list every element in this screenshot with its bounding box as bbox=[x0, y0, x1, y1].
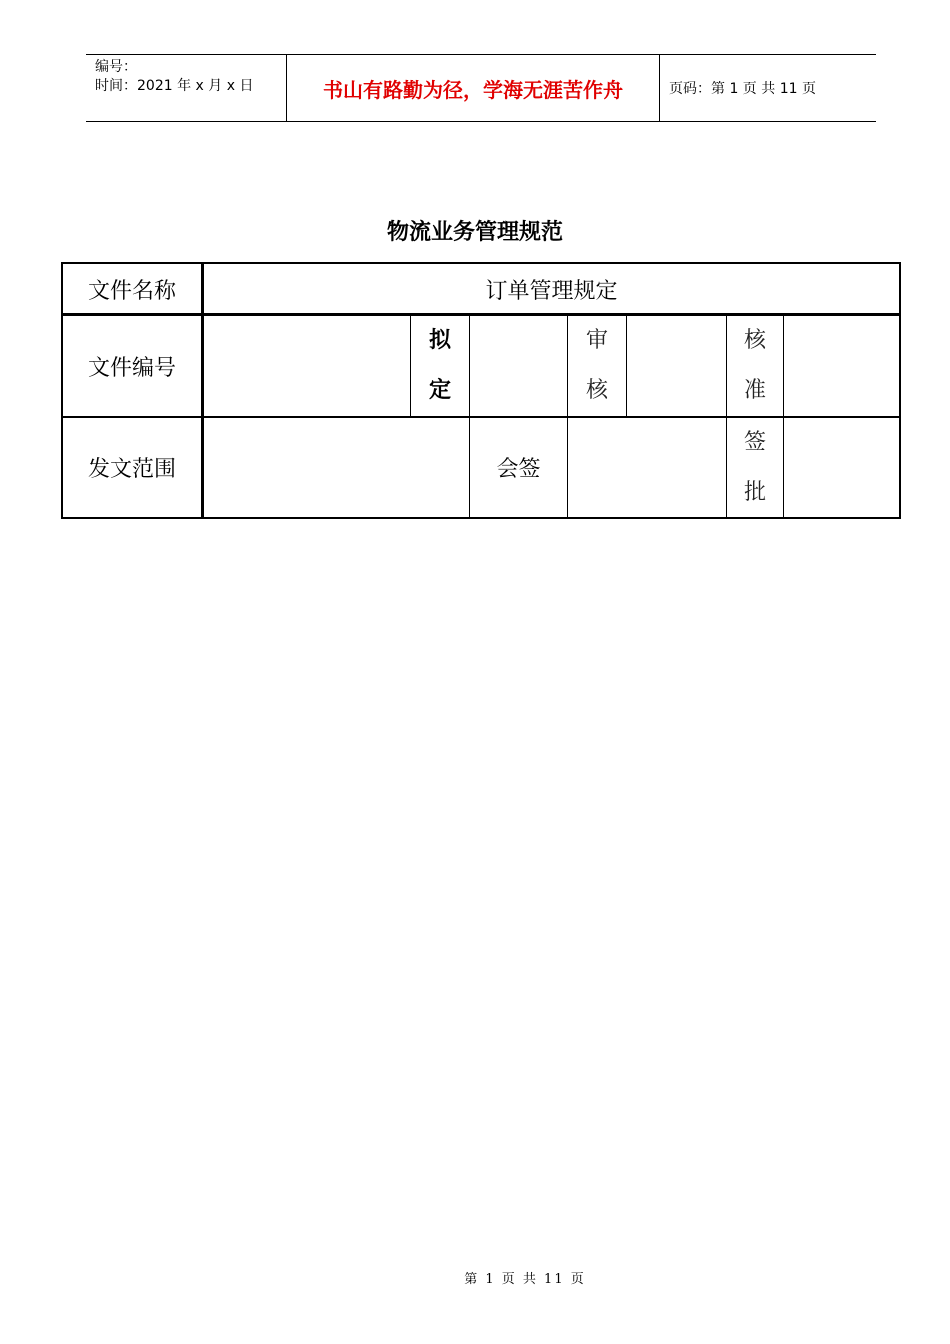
document-info-table bbox=[61, 262, 901, 519]
sign-approve-label bbox=[727, 418, 783, 517]
document-time-label: 时间：2021 年 x 月 x 日 bbox=[95, 78, 254, 94]
file-name-value: 订单管理规定 bbox=[485, 278, 618, 304]
review-label-char: 审 bbox=[585, 328, 608, 353]
file-name-label: 文件名称 bbox=[87, 278, 176, 304]
approve-label-char: 准 bbox=[743, 378, 766, 403]
distribution-scope-label: 发文范围 bbox=[87, 457, 176, 482]
file-number-value bbox=[204, 316, 410, 416]
review-label-char: 核 bbox=[585, 378, 608, 403]
approve-value bbox=[784, 316, 899, 416]
countersign-label: 会签 bbox=[496, 457, 541, 482]
approve-label bbox=[727, 316, 783, 416]
review-label bbox=[568, 316, 626, 416]
sign-approve-label-char: 签 bbox=[743, 429, 766, 455]
draft-label bbox=[411, 316, 469, 416]
draft-value bbox=[470, 316, 567, 416]
page-header bbox=[86, 54, 876, 122]
page-footer: 第 1 页 共 11 页 bbox=[464, 1272, 586, 1287]
distribution-scope-value bbox=[204, 418, 469, 517]
file-number-label: 文件编号 bbox=[87, 355, 176, 381]
header-motto: 书山有路勤为径，学海无涯苦作舟 bbox=[286, 55, 660, 121]
draft-label-char: 定 bbox=[428, 378, 451, 403]
review-value bbox=[627, 316, 726, 416]
header-meta bbox=[86, 55, 286, 121]
countersign-value bbox=[568, 418, 726, 517]
header-page-info: 页码：第 1 页 共 11 页 bbox=[669, 81, 816, 97]
approve-label-char: 核 bbox=[743, 328, 766, 353]
sign-approve-label-char: 批 bbox=[743, 479, 766, 505]
sign-approve-value bbox=[784, 418, 899, 517]
document-number-label: 编号： bbox=[95, 59, 137, 75]
draft-label-char: 拟 bbox=[428, 328, 451, 353]
document-title: 物流业务管理规范 bbox=[386, 219, 563, 245]
